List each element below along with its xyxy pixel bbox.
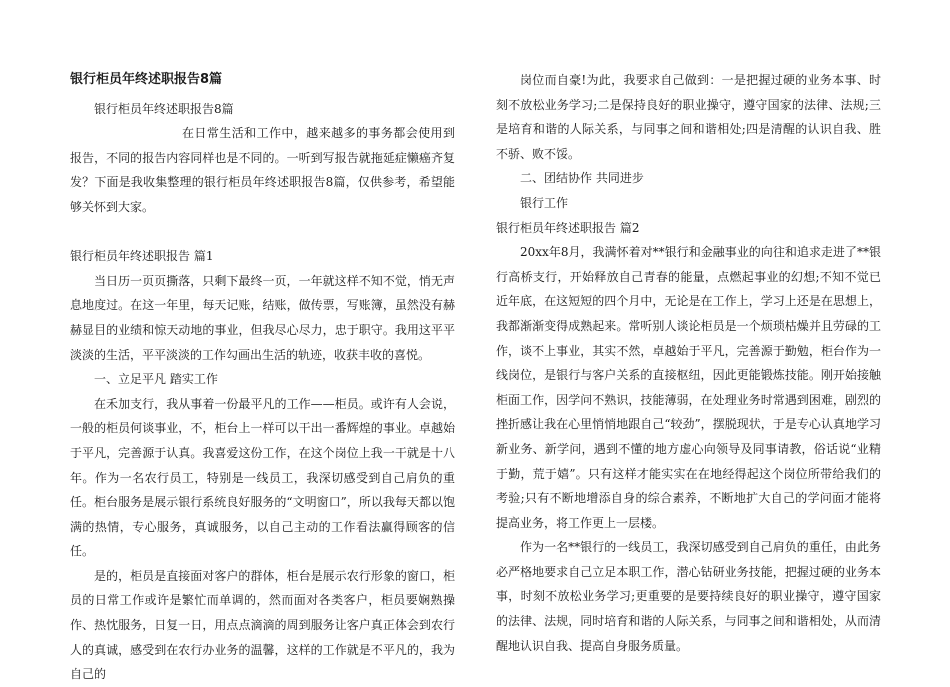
paragraph: 是的，柜员是直接面对客户的群体，柜台是展示农行形象的窗口，柜员的日常工作或许是繁忙而单调的，然而面对各类客户，柜员要娴熟操作、热忱服务，日复一日，用点点滴滴的周到服务让客户真正体会到农行人的真诚，感受到在农行办业务的温馨，这样的工作就是不平凡的，我为自己的 <box>70 568 455 682</box>
paragraph: 20xx年8月，我满怀着对**银行和金融事业的向往和追求走进了**银行高桥支行，开始释放自己青春的能量，点燃起事业的幻想;不知不觉已近年底，在这短短的四个月中，无论是在工作上，学习上还是在思想上，我都渐渐变得成熟起来。常听别人谈论柜员是一个烦琐枯燥并且劳碌的工作，谈不上事业，其实不然，卓越始于平凡，完善源于勤勉，柜台作为一线岗位，是银行与客户关系的直接枢纽，因此更能锻炼技能。刚开始接触柜面工作，因学问不熟识，技能薄弱，在处理业务时常遇到困难，剧烈的挫折感让我在心里悄悄地跟自己“较劲”，摆脱现状，于是专心认真地学习新业务、新学问，遇到不懂的地方虚心向领导及同事请教，俗话说“业精于勤，荒于嬉”。只有这样才能实实在在地经得起这个岗位所带给我们的考验;只有不断地增添自身的综合素养，不断地扩大自己的学问面才能将提高业务，将工作更上一层楼。 <box>496 245 881 530</box>
paragraph: 作为一名**银行的一线员工，我深切感受到自己肩负的重任，由此务必严格地要求自己立足本职工作，潜心钻研业务技能，把握过硬的业务本事，时刻不放松业务学习;更重要的是要持续良好的职业操守，遵守国家的法律、法规，同时培育和谐的人际关系，与同事之间和谐相处，从而清醒地认识自我、提高自身服务质量。 <box>496 540 881 653</box>
intro-paragraph: 在日常生活和工作中，越来越多的事务都会使用到报告，不同的报告内容同样也是不同的。一听到写报告就拖延症懒癌齐复发？下面是我收集整理的银行柜员年终述职报告8篇，仅供参考，希望能够关怀到大家。 <box>70 126 455 214</box>
paragraph: 在禾加支行，我从事着一份最平凡的工作——柜员。或许有人会说，一般的柜员何谈事业，不，柜台上一样可以干出一番辉煌的事业。卓越始于平凡，完善源于认真。我喜爱这份工作，在这个岗位上我一干就是十八年。作为一名农行员工，特别是一线员工，我深切感受到自己肩负的重任。柜台服务是展示银行系统良好服务的“文明窗口”，所以我每天都以饱满的热情，专心服务，真诚服务，以自己主动的工作看法赢得顾客的信任。 <box>70 396 455 559</box>
paragraph: 岗位而自豪!为此，我要求自己做到：一是把握过硬的业务本事、时刻不放松业务学习;二是保持良好的职业操守，遵守国家的法律、法规;三是培育和谐的人际关系，与同事之间和谐相处;四是清醒的认识自我、胜不骄、败不馁。 <box>496 73 881 161</box>
left-column <box>70 68 455 687</box>
document-title: 银行柜员年终述职报告8篇 <box>70 72 223 87</box>
section-title-1: 银行柜员年终述职报告 篇1 <box>70 249 214 264</box>
paragraph: 当日历一页页撕落，只剩下最终一页，一年就这样不知不觉，悄无声息地度过。在这一年里，每天记账，结账，做传票，写账簿，虽然没有赫赫显目的业绩和惊天动地的事业，但我尽心尽力，忠于职守。我用这平平淡淡的生活，平平淡淡的工作勾画出生活的轨迹，收获丰收的喜悦。 <box>70 273 455 362</box>
right-column <box>496 68 881 658</box>
section-title-2: 银行柜员年终述职报告 篇2 <box>496 220 640 235</box>
section-heading: 一、立足平凡 踏实工作 <box>94 372 218 387</box>
document-subtitle: 银行柜员年终述职报告8篇 <box>94 101 234 116</box>
sub-heading: 银行工作 <box>520 195 569 210</box>
spacer <box>70 220 455 245</box>
section-heading: 二、团结协作 共同进步 <box>520 171 644 186</box>
